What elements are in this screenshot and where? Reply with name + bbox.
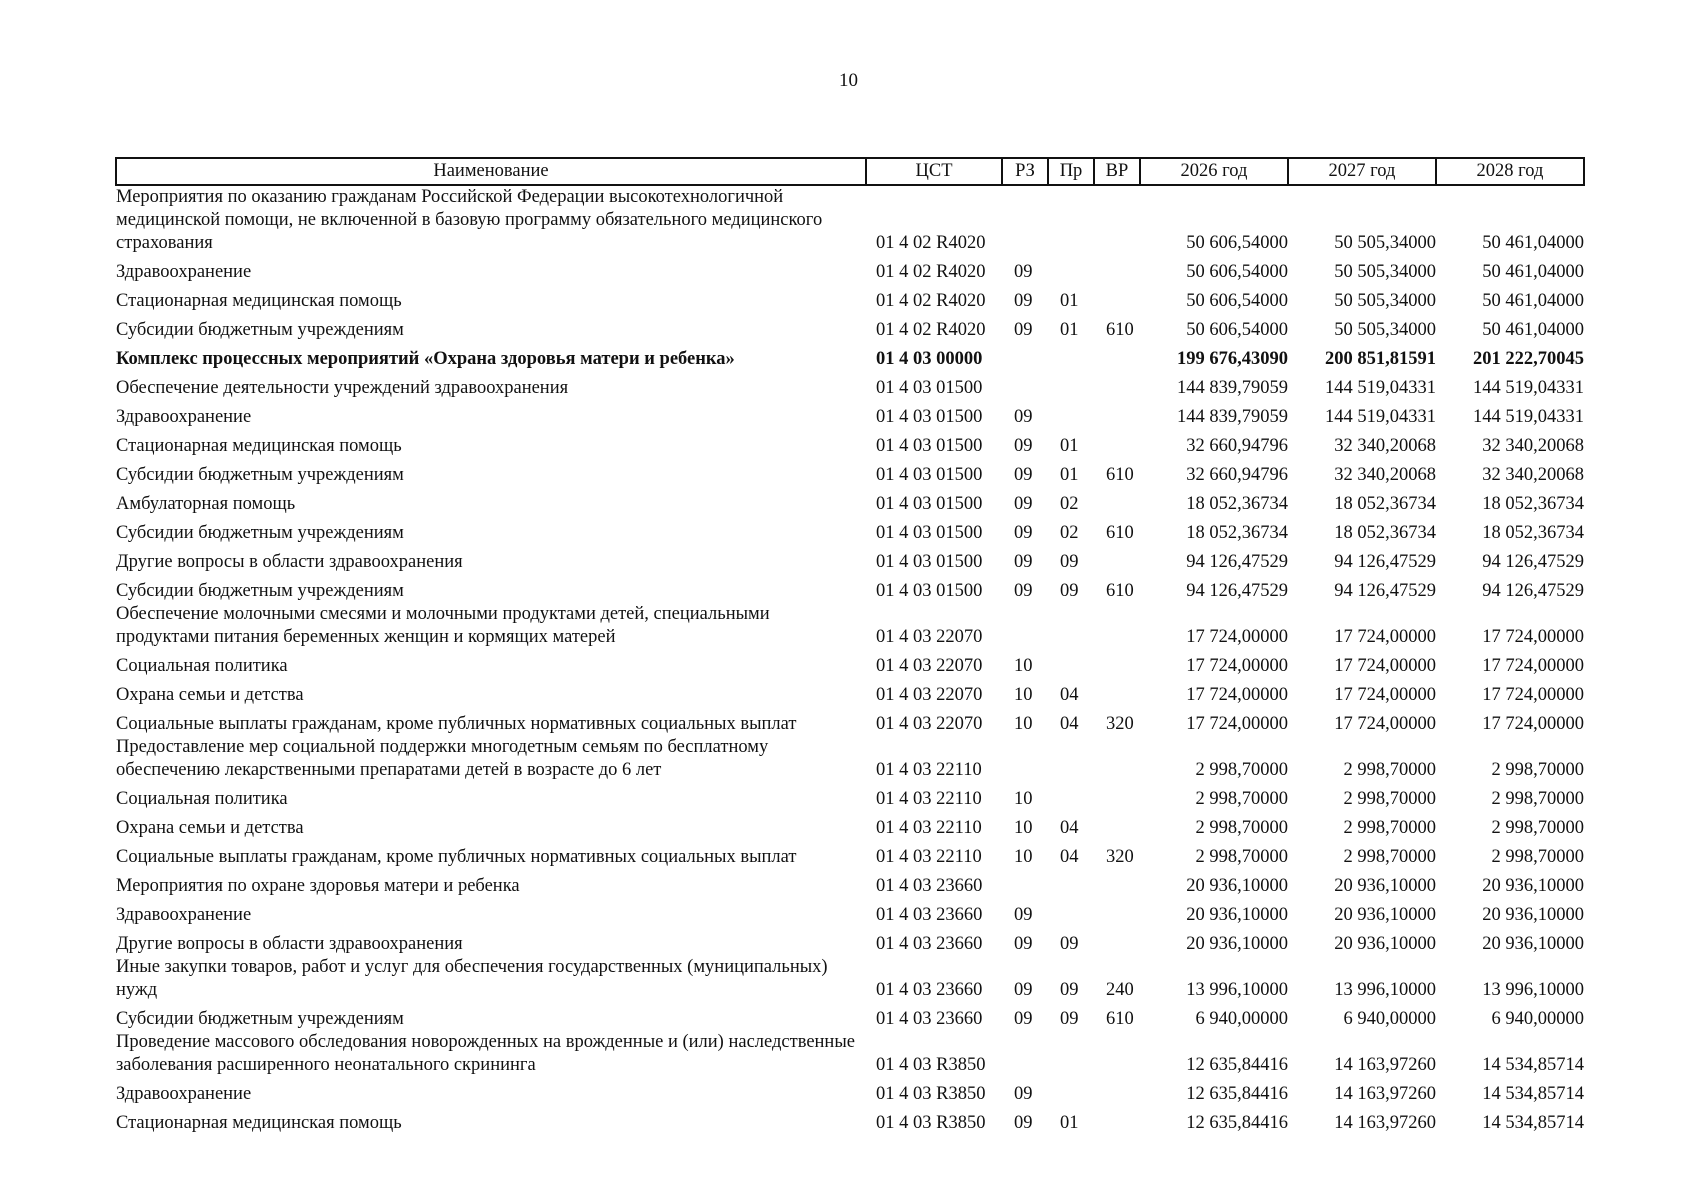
table-cell-cst: 01 4 03 R3850 — [876, 1113, 986, 1133]
table-cell-vr — [1094, 342, 1140, 371]
table-cell-pr — [1048, 649, 1094, 678]
table-cell-vr — [1094, 371, 1140, 400]
table-cell-2027: 94 126,47529 — [1334, 581, 1436, 601]
table-cell-pr: 04 — [1060, 714, 1079, 734]
table-cell-rz: 09 — [1014, 552, 1033, 572]
table-cell-2026: 20 936,10000 — [1186, 934, 1288, 954]
table-cell-rz: 09 — [1014, 291, 1033, 311]
table-cell-2026: 144 839,79059 — [1177, 378, 1288, 398]
table-cell-vr: 610 — [1106, 523, 1134, 543]
table-row — [116, 516, 1584, 545]
header-2028: 2028 год — [1436, 158, 1584, 185]
table-cell-2028: 13 996,10000 — [1482, 980, 1584, 1000]
table-cell-vr: 320 — [1106, 847, 1134, 867]
table-row — [116, 678, 1584, 707]
table-cell-cst: 01 4 03 22110 — [876, 818, 982, 838]
table-cell-2027: 144 519,04331 — [1325, 407, 1436, 427]
table-cell-vr — [1094, 255, 1140, 284]
table-cell-2026: 18 052,36734 — [1186, 494, 1288, 514]
table-cell-name: Обеспечение молочными смесями и молочными продуктами детей, специальными продуктами питания беременных женщин и кормящих матерей — [116, 604, 770, 647]
table-cell-name: Обеспечение деятельности учреждений здравоохранения — [116, 378, 569, 398]
table-cell-2027: 50 505,34000 — [1334, 233, 1436, 253]
table-cell-2028: 14 534,85714 — [1482, 1055, 1584, 1075]
table-cell-rz: 09 — [1014, 262, 1033, 282]
table-cell-2027: 17 724,00000 — [1334, 656, 1436, 676]
table-cell-name: Иные закупки товаров, работ и услуг для обеспечения государственных (муниципальных) нужд — [116, 957, 828, 1000]
table-cell-pr — [1048, 898, 1094, 927]
table-cell-name: Стационарная медицинская помощь — [116, 291, 402, 311]
table-cell-pr — [1048, 1077, 1094, 1106]
table-cell-pr: 01 — [1060, 436, 1079, 456]
table-cell-vr: 240 — [1106, 980, 1134, 1000]
table-cell-2028: 144 519,04331 — [1473, 407, 1584, 427]
table-cell-2027: 14 163,97260 — [1334, 1113, 1436, 1133]
table-cell-rz: 10 — [1014, 847, 1033, 867]
table-cell-rz — [1002, 371, 1048, 400]
table-cell-pr: 01 — [1060, 320, 1079, 340]
table-cell-2027: 18 052,36734 — [1334, 494, 1436, 514]
table-cell-pr — [1048, 869, 1094, 898]
header-2027: 2027 год — [1288, 158, 1436, 185]
table-cell-2026: 32 660,94796 — [1186, 465, 1288, 485]
table-cell-2026: 13 996,10000 — [1186, 980, 1288, 1000]
table-cell-pr: 02 — [1060, 523, 1079, 543]
table-cell-pr — [1048, 342, 1094, 371]
budget-table — [115, 157, 1585, 1135]
header-cst: ЦСТ — [866, 158, 1002, 185]
table-cell-name: Социальные выплаты гражданам, кроме публичных нормативных социальных выплат — [116, 714, 797, 734]
table-cell-2026: 2 998,70000 — [1195, 760, 1288, 780]
table-cell-2027: 6 940,00000 — [1343, 1009, 1436, 1029]
table-cell-pr — [1048, 371, 1094, 400]
table-cell-rz: 09 — [1014, 320, 1033, 340]
table-cell-2028: 18 052,36734 — [1482, 494, 1584, 514]
table-cell-pr: 02 — [1060, 494, 1079, 514]
table-cell-2026: 12 635,84416 — [1186, 1084, 1288, 1104]
table-row — [116, 255, 1584, 284]
header-2026: 2026 год — [1140, 158, 1288, 185]
table-cell-vr — [1094, 545, 1140, 574]
table-cell-rz: 10 — [1014, 656, 1033, 676]
table-cell-2026: 50 606,54000 — [1186, 291, 1288, 311]
table-cell-2028: 94 126,47529 — [1482, 581, 1584, 601]
table-cell-rz: 09 — [1014, 1009, 1033, 1029]
table-row — [116, 782, 1584, 811]
table-cell-2027: 200 851,81591 — [1325, 349, 1436, 369]
table-cell-2028: 14 534,85714 — [1482, 1113, 1584, 1133]
table-cell-2026: 17 724,00000 — [1186, 714, 1288, 734]
table-cell-rz: 09 — [1014, 407, 1033, 427]
table-cell-name: Социальные выплаты гражданам, кроме публичных нормативных социальных выплат — [116, 847, 797, 867]
table-cell-vr — [1094, 1106, 1140, 1135]
table-cell-cst: 01 4 03 22070 — [876, 685, 983, 705]
table-cell-cst: 01 4 03 00000 — [876, 349, 983, 369]
table-cell-cst: 01 4 03 22070 — [876, 627, 983, 647]
table-cell-rz: 09 — [1014, 523, 1033, 543]
table-row — [116, 487, 1584, 516]
table-cell-2026: 12 635,84416 — [1186, 1055, 1288, 1075]
table-cell-2026: 20 936,10000 — [1186, 905, 1288, 925]
table-cell-name: Охрана семьи и детства — [116, 818, 304, 838]
table-cell-vr — [1094, 603, 1140, 649]
table-cell-2027: 32 340,20068 — [1334, 436, 1436, 456]
table-cell-vr — [1094, 678, 1140, 707]
table-cell-rz: 10 — [1014, 714, 1033, 734]
table-cell-2028: 18 052,36734 — [1482, 523, 1584, 543]
table-cell-rz: 10 — [1014, 818, 1033, 838]
table-cell-2026: 18 052,36734 — [1186, 523, 1288, 543]
table-cell-pr: 09 — [1060, 581, 1079, 601]
table-cell-2028: 6 940,00000 — [1491, 1009, 1584, 1029]
table-cell-rz: 09 — [1014, 436, 1033, 456]
table-row — [116, 574, 1584, 603]
table-cell-vr: 320 — [1106, 714, 1134, 734]
table-cell-name: Проведение массового обследования новорожденных на врожденные и (или) наследственные заболевания расширенного неонатального скрининга — [116, 1032, 855, 1075]
table-cell-cst: 01 4 03 R3850 — [876, 1084, 986, 1104]
table-cell-vr — [1094, 898, 1140, 927]
table-cell-rz: 09 — [1014, 980, 1033, 1000]
table-cell-2026: 50 606,54000 — [1186, 262, 1288, 282]
table-cell-2028: 32 340,20068 — [1482, 436, 1584, 456]
table-cell-cst: 01 4 03 23660 — [876, 980, 983, 1000]
table-cell-rz — [1002, 1031, 1048, 1077]
table-cell-pr — [1048, 736, 1094, 782]
table-cell-2027: 20 936,10000 — [1334, 876, 1436, 896]
table-cell-name: Социальная политика — [116, 656, 288, 676]
table-cell-2026: 94 126,47529 — [1186, 581, 1288, 601]
table-cell-2026: 17 724,00000 — [1186, 685, 1288, 705]
table-cell-2027: 14 163,97260 — [1334, 1084, 1436, 1104]
table-cell-2028: 20 936,10000 — [1482, 876, 1584, 896]
table-cell-2028: 17 724,00000 — [1482, 685, 1584, 705]
table-row — [116, 545, 1584, 574]
table-cell-pr: 01 — [1060, 465, 1079, 485]
table-cell-vr — [1094, 782, 1140, 811]
table-cell-2027: 17 724,00000 — [1334, 627, 1436, 647]
table-cell-cst: 01 4 02 R4020 — [876, 233, 986, 253]
table-cell-name: Субсидии бюджетным учреждениям — [116, 320, 404, 340]
table-cell-rz: 09 — [1014, 905, 1033, 925]
table-cell-rz: 10 — [1014, 789, 1033, 809]
table-cell-name: Субсидии бюджетным учреждениям — [116, 465, 404, 485]
table-cell-2028: 14 534,85714 — [1482, 1084, 1584, 1104]
table-cell-name: Стационарная медицинская помощь — [116, 1113, 402, 1133]
table-cell-cst: 01 4 03 23660 — [876, 905, 983, 925]
table-cell-pr — [1048, 1031, 1094, 1077]
table-row — [116, 371, 1584, 400]
table-row — [116, 1031, 1584, 1077]
table-cell-name: Субсидии бюджетным учреждениям — [116, 523, 404, 543]
table-row — [116, 400, 1584, 429]
table-cell-2028: 50 461,04000 — [1482, 233, 1584, 253]
table-cell-2027: 94 126,47529 — [1334, 552, 1436, 572]
table-cell-name: Стационарная медицинская помощь — [116, 436, 402, 456]
table-cell-cst: 01 4 03 01500 — [876, 581, 983, 601]
table-cell-name: Амбулаторная помощь — [116, 494, 296, 514]
table-cell-2026: 50 606,54000 — [1186, 320, 1288, 340]
table-cell-name: Охрана семьи и детства — [116, 685, 304, 705]
table-cell-2027: 20 936,10000 — [1334, 905, 1436, 925]
table-cell-pr: 01 — [1060, 291, 1079, 311]
table-cell-rz: 09 — [1014, 934, 1033, 954]
table-cell-2028: 50 461,04000 — [1482, 291, 1584, 311]
table-cell-pr: 01 — [1060, 1113, 1079, 1133]
table-cell-vr — [1094, 649, 1140, 678]
table-cell-2026: 50 606,54000 — [1186, 233, 1288, 253]
table-cell-vr — [1094, 1031, 1140, 1077]
table-cell-vr: 610 — [1106, 1009, 1134, 1029]
table-row — [116, 458, 1584, 487]
table-cell-cst: 01 4 03 23660 — [876, 934, 983, 954]
table-row — [116, 1106, 1584, 1135]
table-cell-2027: 2 998,70000 — [1343, 760, 1436, 780]
table-cell-rz — [1002, 736, 1048, 782]
table-cell-2027: 50 505,34000 — [1334, 320, 1436, 340]
table-cell-2028: 201 222,70045 — [1473, 349, 1584, 369]
table-cell-2026: 12 635,84416 — [1186, 1113, 1288, 1133]
table-cell-vr — [1094, 1077, 1140, 1106]
table-cell-cst: 01 4 03 01500 — [876, 378, 983, 398]
table-cell-vr: 610 — [1106, 581, 1134, 601]
table-cell-name: Мероприятия по охране здоровья матери и ребенка — [116, 876, 520, 896]
table-cell-vr — [1094, 429, 1140, 458]
table-cell-2027: 17 724,00000 — [1334, 685, 1436, 705]
table-cell-cst: 01 4 03 01500 — [876, 494, 983, 514]
table-header-row — [116, 158, 1584, 185]
table-cell-2027: 50 505,34000 — [1334, 262, 1436, 282]
table-cell-vr: 610 — [1106, 465, 1134, 485]
table-cell-cst: 01 4 03 23660 — [876, 1009, 983, 1029]
page-number: 10 — [839, 70, 858, 91]
table-cell-name: Субсидии бюджетным учреждениям — [116, 581, 404, 601]
table-cell-2027: 20 936,10000 — [1334, 934, 1436, 954]
table-cell-2026: 2 998,70000 — [1195, 847, 1288, 867]
table-cell-name: Другие вопросы в области здравоохранения — [116, 934, 463, 954]
table-row — [116, 342, 1584, 371]
table-cell-2026: 199 676,43090 — [1177, 349, 1288, 369]
table-cell-2026: 17 724,00000 — [1186, 627, 1288, 647]
table-row — [116, 736, 1584, 782]
table-cell-2026: 32 660,94796 — [1186, 436, 1288, 456]
table-cell-2028: 20 936,10000 — [1482, 934, 1584, 954]
table-cell-rz: 10 — [1014, 685, 1033, 705]
table-cell-cst: 01 4 03 22070 — [876, 656, 983, 676]
table-cell-pr: 09 — [1060, 552, 1079, 572]
table-cell-vr — [1094, 487, 1140, 516]
table-cell-2026: 20 936,10000 — [1186, 876, 1288, 896]
table-cell-name: Здравоохранение — [116, 1084, 252, 1104]
table-row — [116, 185, 1584, 255]
table-cell-2028: 17 724,00000 — [1482, 714, 1584, 734]
table-cell-pr: 04 — [1060, 818, 1079, 838]
table-cell-2028: 50 461,04000 — [1482, 262, 1584, 282]
table-cell-name: Здравоохранение — [116, 407, 252, 427]
table-row — [116, 313, 1584, 342]
table-cell-rz — [1002, 869, 1048, 898]
table-cell-pr: 09 — [1060, 980, 1079, 1000]
table-cell-2028: 2 998,70000 — [1491, 760, 1584, 780]
table-cell-pr: 04 — [1060, 847, 1079, 867]
table-cell-vr — [1094, 400, 1140, 429]
table-cell-vr — [1094, 185, 1140, 255]
table-cell-2026: 2 998,70000 — [1195, 789, 1288, 809]
table-cell-pr: 04 — [1060, 685, 1079, 705]
table-cell-cst: 01 4 03 22070 — [876, 714, 983, 734]
table-row — [116, 840, 1584, 869]
table-cell-2027: 2 998,70000 — [1343, 789, 1436, 809]
table-row — [116, 956, 1584, 1002]
table-cell-2028: 2 998,70000 — [1491, 789, 1584, 809]
table-cell-pr — [1048, 255, 1094, 284]
table-row — [116, 1002, 1584, 1031]
table-cell-vr — [1094, 811, 1140, 840]
table-cell-vr — [1094, 927, 1140, 956]
table-cell-2028: 94 126,47529 — [1482, 552, 1584, 572]
table-cell-name: Комплекс процессных мероприятий «Охрана здоровья матери и ребенка» — [116, 349, 735, 369]
table-cell-pr — [1048, 400, 1094, 429]
table-cell-2027: 18 052,36734 — [1334, 523, 1436, 543]
table-cell-cst: 01 4 03 01500 — [876, 523, 983, 543]
table-cell-rz: 09 — [1014, 581, 1033, 601]
table-cell-rz: 09 — [1014, 465, 1033, 485]
table-cell-2027: 32 340,20068 — [1334, 465, 1436, 485]
table-cell-2028: 50 461,04000 — [1482, 320, 1584, 340]
table-cell-pr: 09 — [1060, 1009, 1079, 1029]
table-cell-2028: 32 340,20068 — [1482, 465, 1584, 485]
table-cell-cst: 01 4 02 R4020 — [876, 291, 986, 311]
table-cell-rz — [1002, 185, 1048, 255]
table-cell-name: Другие вопросы в области здравоохранения — [116, 552, 463, 572]
table-row — [116, 811, 1584, 840]
table-cell-2027: 13 996,10000 — [1334, 980, 1436, 1000]
table-cell-2027: 2 998,70000 — [1343, 818, 1436, 838]
table-cell-2027: 144 519,04331 — [1325, 378, 1436, 398]
table-cell-2027: 17 724,00000 — [1334, 714, 1436, 734]
table-cell-vr — [1094, 869, 1140, 898]
table-cell-2026: 17 724,00000 — [1186, 656, 1288, 676]
table-cell-cst: 01 4 03 01500 — [876, 552, 983, 572]
header-vr: ВР — [1094, 158, 1140, 185]
table-row — [116, 284, 1584, 313]
table-row — [116, 649, 1584, 678]
table-cell-vr — [1094, 284, 1140, 313]
table-cell-cst: 01 4 03 22110 — [876, 789, 982, 809]
table-cell-pr — [1048, 603, 1094, 649]
table-cell-cst: 01 4 03 22110 — [876, 760, 982, 780]
table-cell-2027: 2 998,70000 — [1343, 847, 1436, 867]
table-cell-vr: 610 — [1106, 320, 1134, 340]
table-cell-rz — [1002, 342, 1048, 371]
table-cell-cst: 01 4 03 01500 — [876, 436, 983, 456]
table-cell-rz — [1002, 603, 1048, 649]
table-cell-name: Субсидии бюджетным учреждениям — [116, 1009, 404, 1029]
table-cell-name: Здравоохранение — [116, 905, 252, 925]
header-rz: РЗ — [1002, 158, 1048, 185]
table-cell-2028: 2 998,70000 — [1491, 818, 1584, 838]
table-row — [116, 869, 1584, 898]
table-row — [116, 1077, 1584, 1106]
table-cell-name: Мероприятия по оказанию гражданам Российской Федерации высокотехнологичной медицинской помощи, не включенной в базовую программу обязательного медицинского страхования — [116, 187, 823, 253]
table-cell-name: Предоставление мер социальной поддержки многодетным семьям по бесплатному обеспечению лекарственными препаратами детей в возрасте до 6 лет — [116, 737, 769, 780]
table-cell-2028: 17 724,00000 — [1482, 627, 1584, 647]
table-row — [116, 603, 1584, 649]
table-cell-cst: 01 4 03 01500 — [876, 407, 983, 427]
header-pr: Пр — [1048, 158, 1094, 185]
table-cell-2026: 144 839,79059 — [1177, 407, 1288, 427]
table-cell-2026: 2 998,70000 — [1195, 818, 1288, 838]
table-cell-cst: 01 4 02 R4020 — [876, 262, 986, 282]
table-cell-cst: 01 4 03 23660 — [876, 876, 983, 896]
table-cell-2028: 144 519,04331 — [1473, 378, 1584, 398]
table-cell-rz: 09 — [1014, 494, 1033, 514]
table-row — [116, 429, 1584, 458]
table-cell-name: Социальная политика — [116, 789, 288, 809]
table-cell-2028: 20 936,10000 — [1482, 905, 1584, 925]
table-cell-2026: 6 940,00000 — [1195, 1009, 1288, 1029]
table-cell-2028: 17 724,00000 — [1482, 656, 1584, 676]
table-row — [116, 707, 1584, 736]
table-cell-name: Здравоохранение — [116, 262, 252, 282]
table-cell-2026: 94 126,47529 — [1186, 552, 1288, 572]
table-cell-cst: 01 4 03 R3850 — [876, 1055, 986, 1075]
table-cell-cst: 01 4 03 22110 — [876, 847, 982, 867]
table-cell-cst: 01 4 02 R4020 — [876, 320, 986, 340]
table-cell-2027: 50 505,34000 — [1334, 291, 1436, 311]
table-cell-pr — [1048, 782, 1094, 811]
table-row — [116, 898, 1584, 927]
table-cell-vr — [1094, 736, 1140, 782]
table-cell-2027: 14 163,97260 — [1334, 1055, 1436, 1075]
table-cell-pr: 09 — [1060, 934, 1079, 954]
header-name: Наименование — [116, 158, 866, 185]
table-cell-pr — [1048, 185, 1094, 255]
table-cell-rz: 09 — [1014, 1084, 1033, 1104]
table-cell-rz: 09 — [1014, 1113, 1033, 1133]
table-cell-2028: 2 998,70000 — [1491, 847, 1584, 867]
table-row — [116, 927, 1584, 956]
table-cell-cst: 01 4 03 01500 — [876, 465, 983, 485]
